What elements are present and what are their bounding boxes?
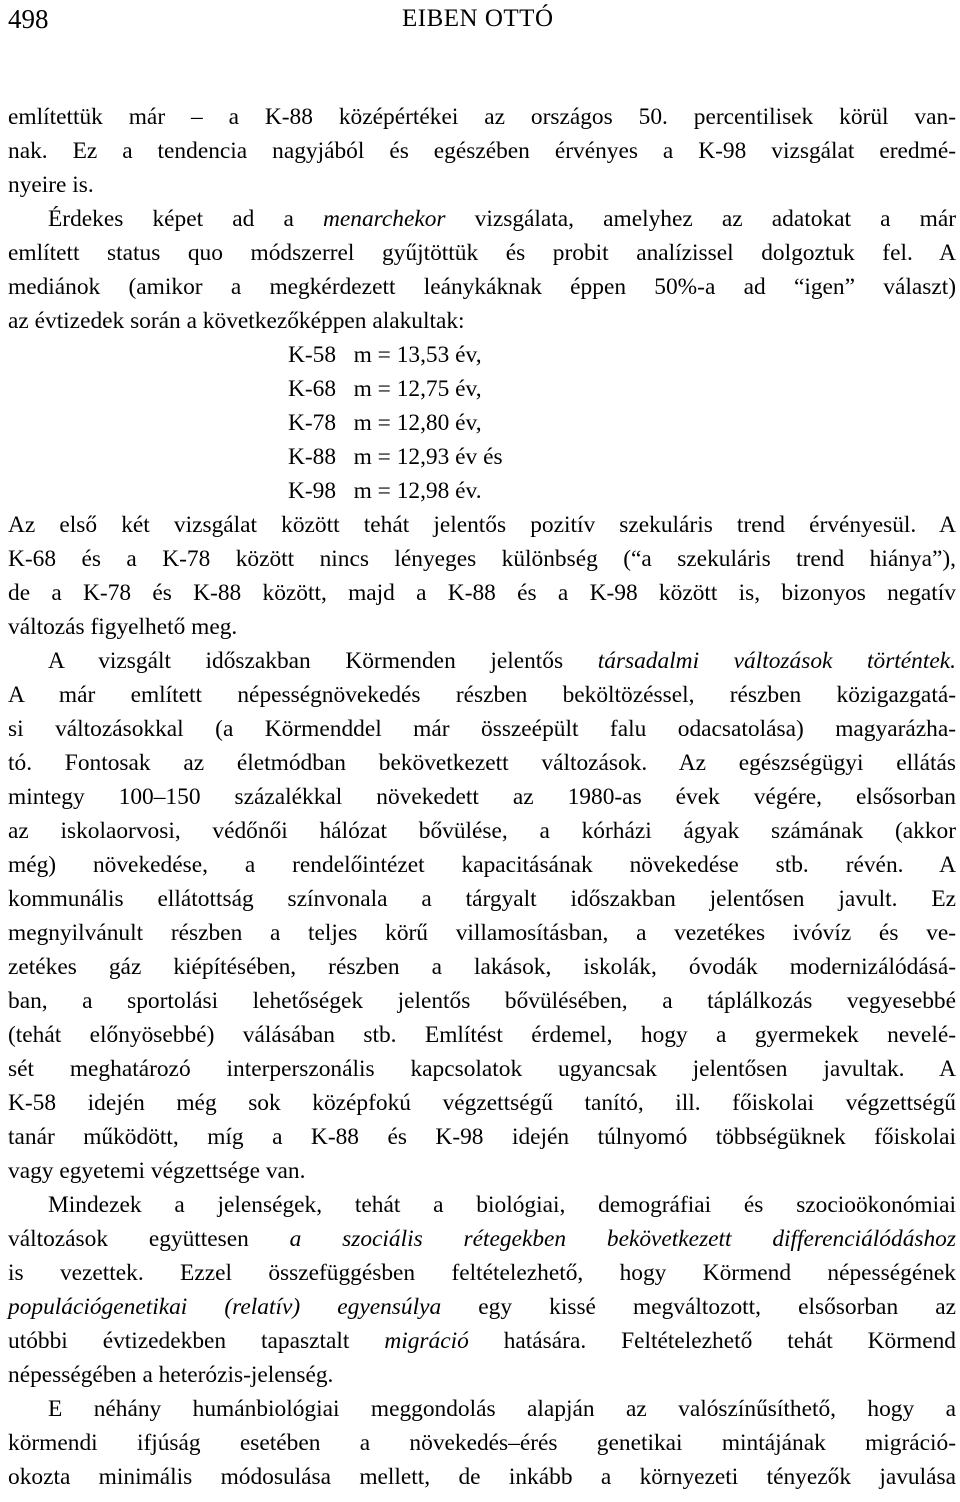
text-span: utóbbi évtizedekben tapasztalt — [8, 1328, 385, 1354]
text-line: vagy egyetemi végzettsége van. — [8, 1158, 306, 1184]
text-line: mintegy 100–150 százalékkal növekedett az 1980-as évek végére, elsősorban — [8, 784, 956, 810]
text-line: sét meghatározó interperszonális kapcsolatok ugyancsak jelentősen javultak. A — [8, 1056, 956, 1082]
page-header — [0, 0, 960, 40]
italic-term: migráció — [384, 1328, 469, 1354]
text-line: tó. Fontosak az életmódban bekövetkezett változások. Az egészségügyi ellátás — [8, 750, 956, 776]
text-line: tanár működött, míg a K-88 és K-98 idején túlnyomó többségüknek főiskolai — [8, 1124, 956, 1150]
text-span: A vizsgált időszakban Körmenden jelentős — [48, 648, 598, 674]
text-span: hatására. Feltételezhető tehát Körmend — [468, 1328, 956, 1354]
text-line: körmendi ifjúság esetében a növekedés–érés genetikai mintájának migráció- — [8, 1430, 956, 1456]
formula-line: K-78 m = 12,80 év, — [288, 410, 482, 436]
text-line: de a K-78 és K-88 között, majd a K-88 és a K-98 között is, bizonyos negatív — [8, 580, 956, 606]
text-line: az évtizedek során a következőképpen alakultak: — [8, 308, 465, 334]
text-line: (tehát előnyösebbé) válásában stb. Említést érdemel, hogy a gyermekek nevelé- — [8, 1022, 956, 1048]
text-line: zetékes gáz kiépítésében, részben a lakások, iskolák, óvodák modernizálódásá- — [8, 954, 956, 980]
italic-term: társadalmi változások történtek. — [597, 648, 956, 674]
formula-line: K-88 m = 12,93 év és — [288, 444, 503, 470]
text-span: egy kissé megváltozott, elsősorban az — [441, 1294, 957, 1320]
text-line: az iskolaorvosi, védőnői hálózat bővülése, a kórházi ágyak számának (akkor — [8, 818, 956, 844]
formula-line: K-98 m = 12,98 év. — [288, 478, 482, 504]
text-line: A már említett népességnövekedés részben beköltözéssel, részben közigazgatá- — [8, 682, 956, 708]
text-line: K-68 és a K-78 között nincs lényeges különbség (“a szekuláris trend hiánya”), — [8, 546, 956, 572]
text-line: még) növekedése, a rendelőintézet kapacitásának növekedése stb. révén. A — [8, 852, 956, 878]
text-line: Az első két vizsgálat között tehát jelentős pozitív szekuláris trend érvényesül. A — [8, 512, 956, 538]
body-text — [8, 100, 956, 1494]
text-line: Mindezek a jelenségek, tehát a biológiai, demográfiai és szocioökonómiai — [48, 1192, 956, 1218]
running-head: EIBEN OTTÓ — [402, 5, 554, 32]
text-span: változások együttesen — [8, 1226, 290, 1252]
text-line: K-58 idején még sok középfokú végzettségű tanító, ill. főiskolai végzettségű — [8, 1090, 956, 1116]
text-line: megnyilvánult részben a teljes körű villamosításban, a vezetékes ivóvíz és ve- — [8, 920, 956, 946]
text-line: kommunális ellátottság színvonala a tárgyalt időszakban jelentősen javult. Ez — [8, 886, 956, 912]
text-line: változás figyelhető meg. — [8, 614, 238, 640]
italic-term: a szociális rétegekben bekövetkezett differenciálódáshoz — [289, 1226, 956, 1252]
text-line: okozta minimális módosulása mellett, de inkább a környezeti tényezők javulása — [8, 1464, 956, 1490]
italic-term: populációgenetikai (relatív) egyensúlya — [8, 1294, 442, 1320]
text-span: Érdekes képet ad a — [48, 206, 323, 232]
text-line: nyeire is. — [8, 172, 94, 198]
text-line — [8, 1324, 956, 1358]
text-span: vizsgálata, amelyhez az adatokat a már — [445, 206, 956, 232]
page-number: 498 — [8, 4, 49, 34]
formula-line: K-58 m = 13,53 év, — [288, 342, 482, 368]
formula-line: K-68 m = 12,75 év, — [288, 376, 482, 402]
text-line: E néhány humánbiológiai meggondolás alapján az valószínűsíthető, hogy a — [48, 1396, 956, 1422]
text-line: mediánok (amikor a megkérdezett leánykáknak éppen 50%-a ad “igen” választ) — [8, 274, 956, 300]
text-line: ban, a sportolási lehetőségek jelentős bővülésében, a táplálkozás vegyesebbé — [8, 988, 956, 1014]
text-line — [8, 1290, 956, 1324]
text-line: is vezettek. Ezzel összefüggésben feltételezhető, hogy Körmend népességének — [8, 1260, 956, 1286]
text-line: nak. Ez a tendencia nagyjából és egészében érvényes a K-98 vizsgálat eredmé- — [8, 138, 956, 164]
text-line — [8, 644, 956, 678]
text-line: si változásokkal (a Körmenddel már összeépült falu odacsatolása) magyarázha- — [8, 716, 956, 742]
text-line — [8, 1222, 956, 1256]
text-line: említett status quo módszerrel gyűjtöttük és probit analízissel dolgoztuk fel. A — [8, 240, 956, 266]
text-line — [8, 202, 956, 236]
text-line: említettük már – a K-88 középértékei az országos 50. percentilisek körül van- — [8, 104, 956, 130]
text-line: népességében a heterózis-jelenség. — [8, 1362, 334, 1388]
italic-term: menarchekor — [322, 206, 446, 232]
